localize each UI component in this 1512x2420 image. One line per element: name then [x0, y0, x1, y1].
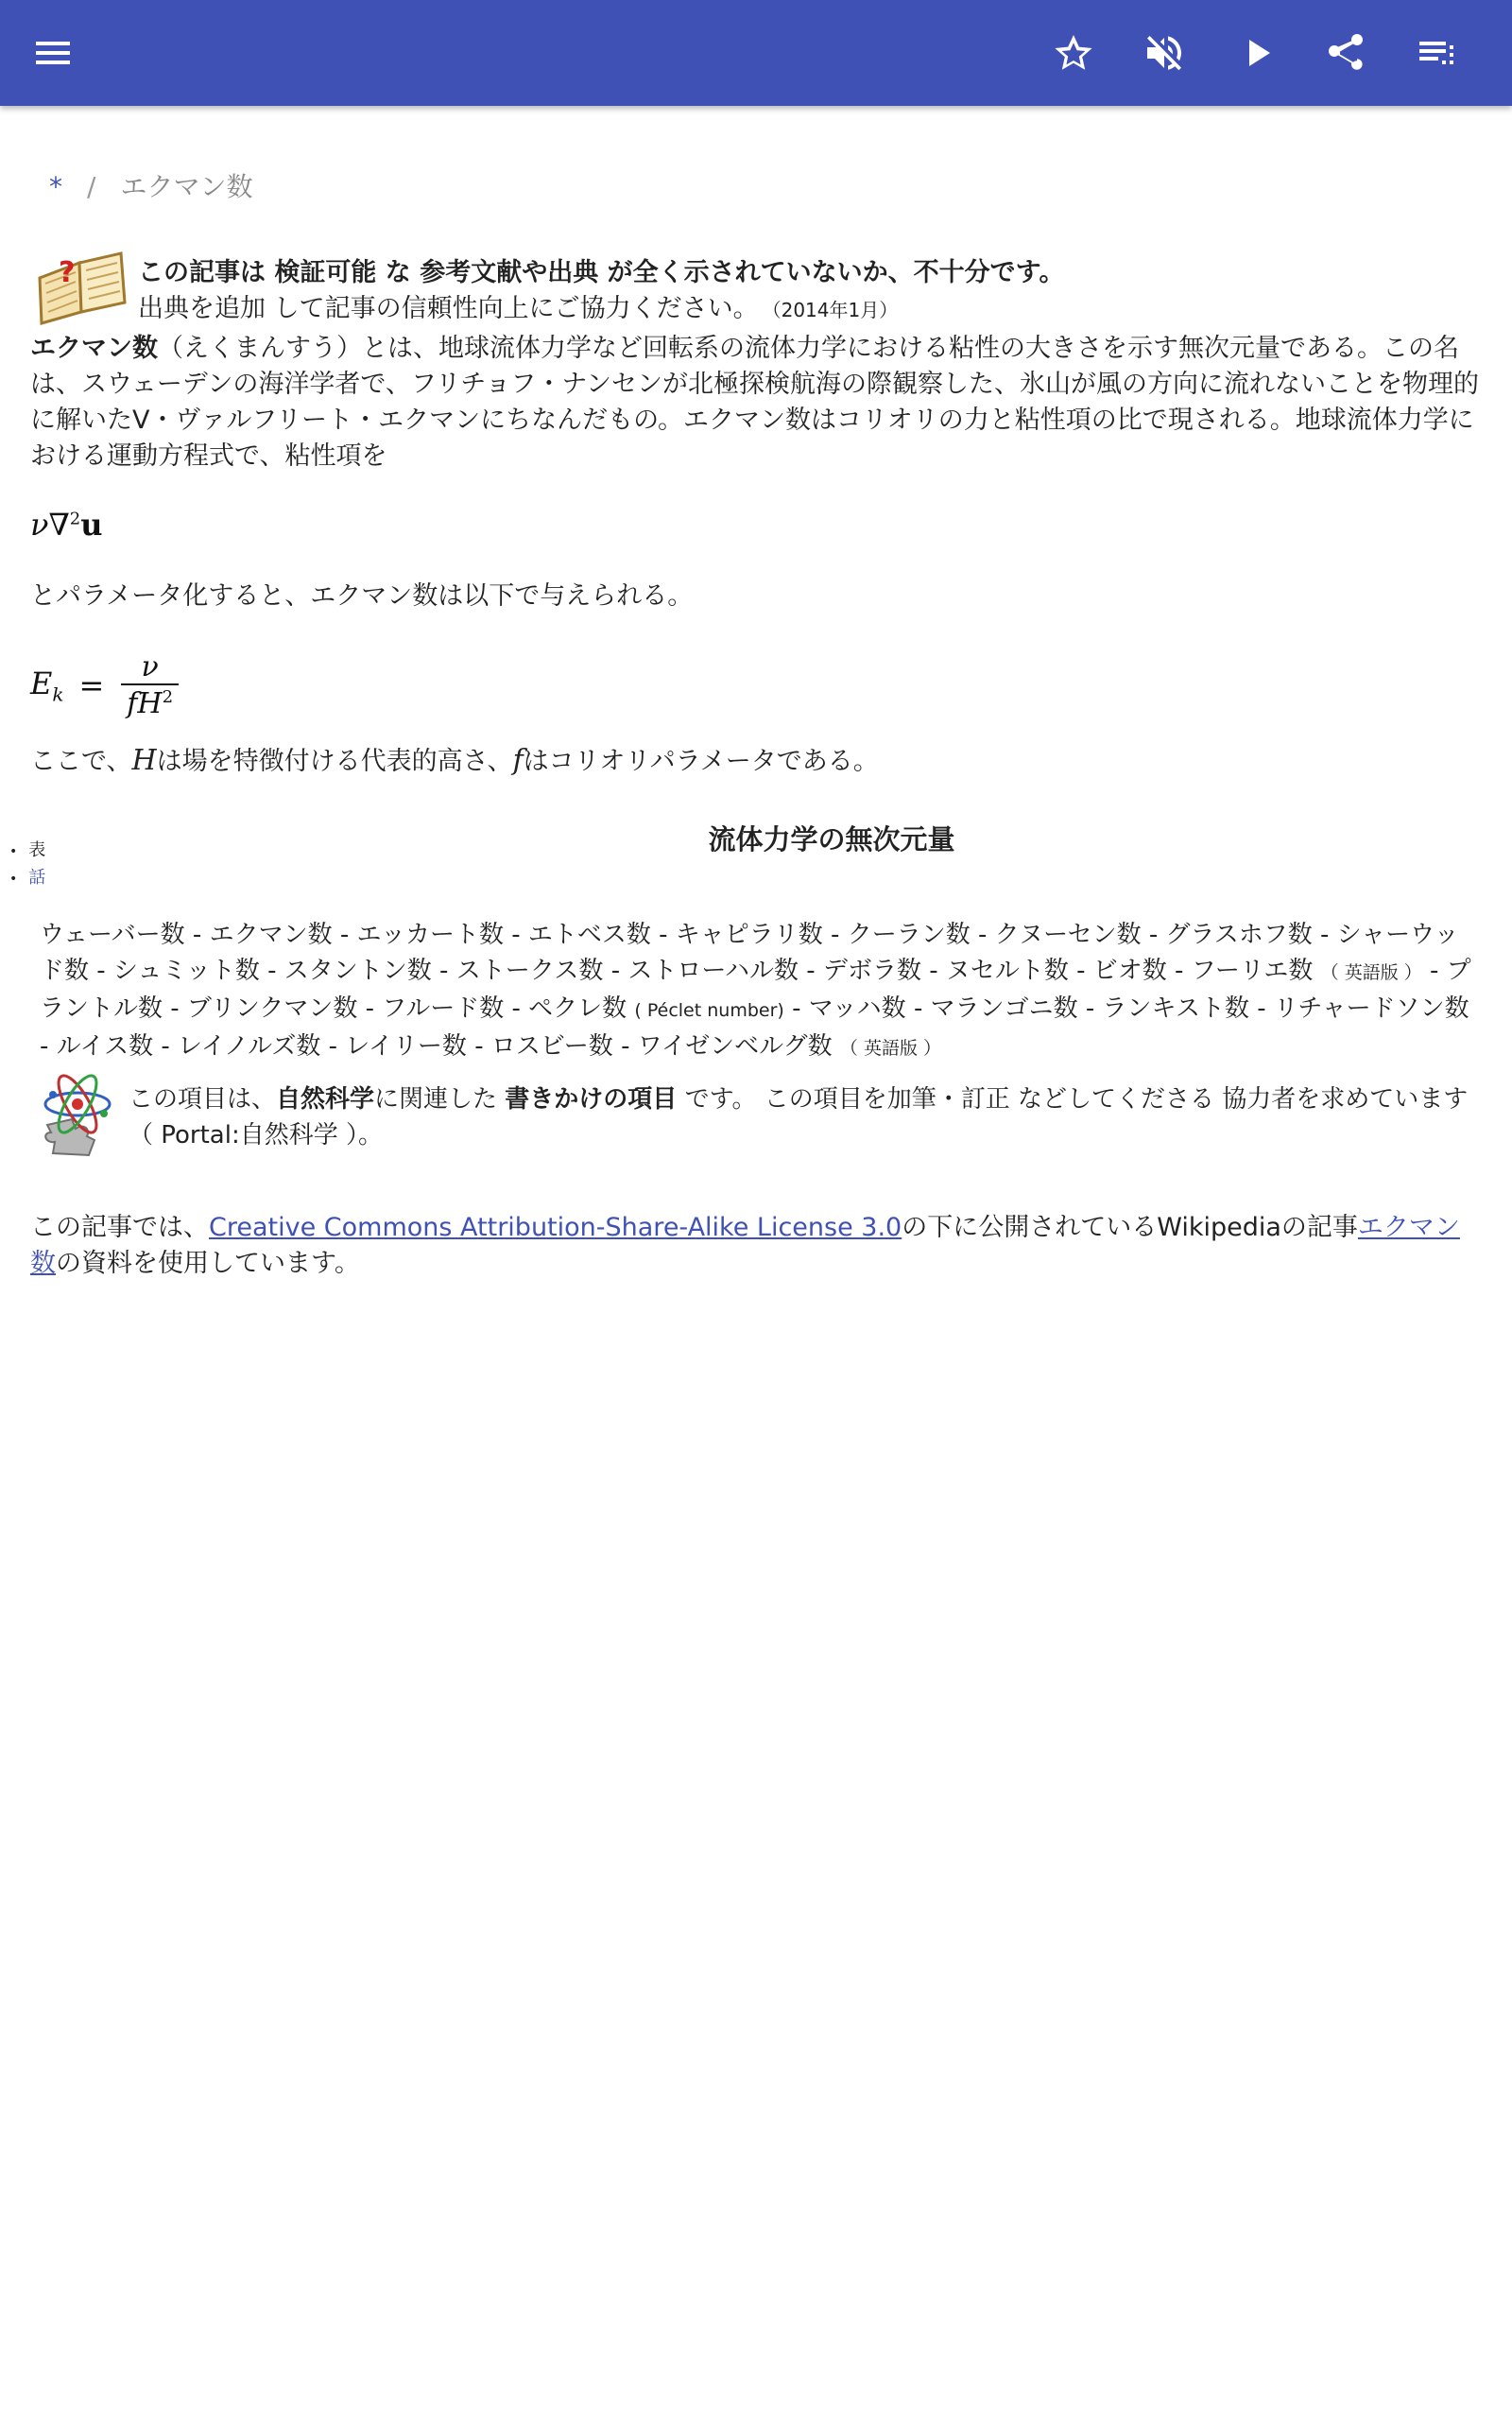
formula2-subscript: k: [52, 683, 64, 706]
ekman-number-formula: [30, 650, 179, 720]
formula1-vector: u: [80, 507, 103, 543]
breadcrumb-home[interactable]: *: [49, 171, 62, 202]
navbox-vte-links: [9, 838, 45, 892]
formula2-den-exponent: 2: [162, 687, 174, 707]
where-f-symbol: f: [512, 744, 524, 777]
formula2-equals: =: [78, 667, 105, 703]
vte-talk-label: 話: [28, 868, 46, 888]
formula2-numerator: ν: [141, 650, 159, 683]
viscous-term-formula: [30, 507, 103, 543]
vte-view-label: 表: [28, 840, 46, 860]
stub-part1: この項目は、: [129, 1085, 277, 1114]
formula1-nabla: ν∇: [30, 507, 70, 543]
article-lead: [30, 331, 1482, 475]
footer-prefix: この記事では、: [30, 1213, 209, 1242]
star-icon[interactable]: [1047, 26, 1100, 79]
stub-part2: に関連した: [374, 1085, 506, 1114]
footer-middle: の下に公開されているWikipediaの記事: [902, 1213, 1358, 1242]
formula1-exponent: 2: [69, 509, 81, 529]
formula2-den-text: fH: [127, 687, 163, 720]
volume-off-icon[interactable]: [1138, 26, 1191, 79]
where-H-symbol: H: [131, 744, 157, 777]
app-bar: [0, 0, 1512, 106]
svg-text:?: ?: [59, 256, 76, 289]
playlist-icon[interactable]: [1410, 26, 1463, 79]
share-icon[interactable]: [1319, 26, 1372, 79]
navbox-note-3[interactable]: （ 英語版 ）: [839, 1038, 941, 1059]
notice-subtitle-text: 出典を追加 して記事の信頼性向上にご協力ください。: [138, 294, 759, 323]
navbox-title: 流体力学の無次元量: [708, 823, 955, 856]
where-text: [30, 743, 1482, 780]
navbox-list: [40, 917, 1476, 1066]
where-middle: は場を特徴付ける代表的高さ、: [156, 747, 513, 776]
formula2-fraction: [121, 650, 179, 720]
play-icon[interactable]: [1230, 26, 1283, 79]
menu-icon[interactable]: [26, 26, 79, 79]
notice-date: （2014年1月）: [771, 299, 899, 321]
open-book-icon: [34, 246, 129, 325]
vte-view[interactable]: [9, 838, 45, 865]
article-term: エクマン数: [30, 334, 158, 363]
stub-text: [129, 1081, 1480, 1153]
parameterization-text: とパラメータ化すると、エクマン数は以下で与えられる。: [30, 581, 694, 611]
formula2-E: E: [30, 665, 53, 701]
breadcrumb-current: エクマン数: [120, 171, 253, 202]
navbox-note-2[interactable]: ( Péclet number): [634, 1000, 784, 1021]
where-suffix: はコリオリパラメータである。: [523, 747, 879, 776]
citation-notice: [34, 242, 1470, 327]
lead-text: （えくまんすう）とは、地球流体力学など回転系の流体力学における粘性の大きさを示す無次元量である。この名は、スウェーデンの海洋学者で、フリチョフ・ナンセンが北極探検航海の際観察した、氷山が風の方向に流れないことを物理的に解いたV・ヴァルフリート・エクマンにちなんだもの。エクマン数はコリオリの力と粘性項の比で現される。地球流体力学における運動方程式で、粘性項を: [30, 334, 1480, 471]
navbox-note-1[interactable]: （ 英語版 ）: [1320, 962, 1422, 983]
stub-notice: [34, 1066, 1480, 1161]
stub-part3: です。 この項目を加筆・訂正 などしてくださる 協力者を求めています （ Portal:自然科学 ）。: [129, 1085, 1469, 1150]
formula2-lhs: [30, 666, 63, 705]
navbox-items-1: ウェーバー数 - エクマン数 - エッカート数 - エトベス数 - キャピラリ数 - クーラン数 - クヌーセン数 - グラスホフ数 - シャーウッド数 - シュミット数 - スタントン数 - ストークス数 - ストローハル数 - デボラ数 - ヌセルト数 - ビオ数 - フーリエ数: [40, 921, 1459, 985]
license-link[interactable]: Creative Commons Attribution-Share-Alike License 3.0: [209, 1213, 902, 1242]
license-footer: [30, 1210, 1482, 1282]
vte-talk[interactable]: [9, 865, 45, 892]
stub-bold2[interactable]: 書きかけの項目: [505, 1085, 678, 1114]
navbox-items-3: - マッハ数 - マランゴニ数 - ランキスト数 - リチャードソン数 - ルイス数 - レイノルズ数 - レイリー数 - ロスビー数 - ワイゼンベルグ数: [40, 994, 1469, 1061]
notice-subtitle: [138, 287, 898, 324]
breadcrumb: [49, 166, 252, 204]
breadcrumb-separator: /: [87, 171, 96, 202]
source-article-link[interactable]: エクマン数: [30, 1213, 1460, 1278]
notice-title: この記事は 検証可能 な 参考文献や出典 が全く示されていないか、不十分です。: [138, 258, 1065, 287]
where-prefix: ここで、: [30, 747, 132, 776]
navbox-items-2: - プラントル数 - ブリンクマン数 - フルード数 - ペクレ数: [40, 957, 1471, 1023]
atom-puzzle-icon: [34, 1066, 121, 1157]
stub-bold1[interactable]: 自然科学: [276, 1085, 375, 1114]
formula2-denominator: [121, 683, 179, 720]
footer-suffix: の資料を使用しています。: [56, 1249, 360, 1278]
